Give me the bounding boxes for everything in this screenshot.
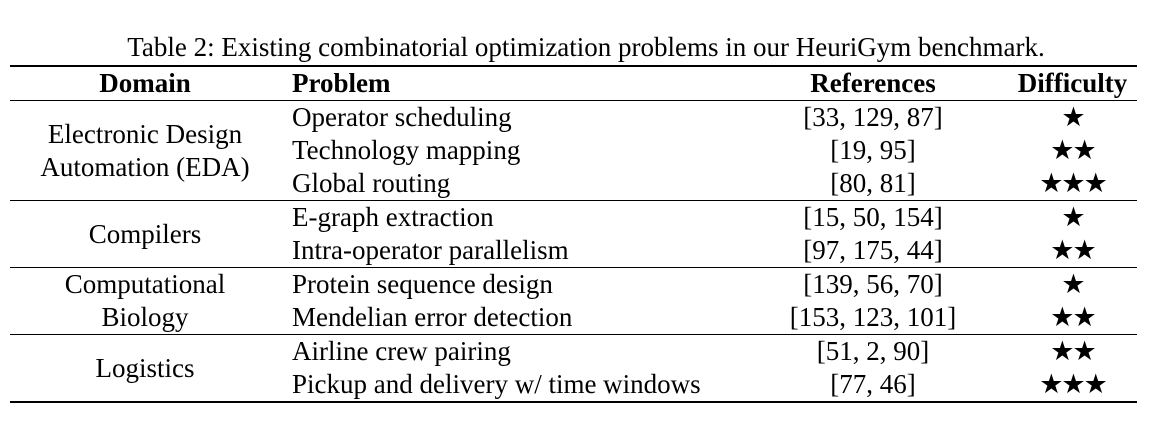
group-logistics <box>10 335 1137 403</box>
difficulty-stars: ★ <box>1061 102 1084 133</box>
references-cell: [153, 123, 101] <box>789 302 957 332</box>
difficulty-stars: ★★ <box>1050 302 1095 333</box>
references-cell: [77, 46] <box>830 369 916 399</box>
domain-line: Biology <box>101 302 189 332</box>
header-references: References <box>810 68 936 98</box>
domain-cell <box>10 268 280 335</box>
references-cell: [139, 56, 70] <box>803 269 943 299</box>
difficulty-stars: ★ <box>1061 202 1084 233</box>
header-difficulty: Difficulty <box>1017 68 1128 98</box>
difficulty-stars: ★★ <box>1050 336 1095 367</box>
table-caption: Table 2: Existing combinatorial optimization problems in our HeuriGym benchmark. <box>127 32 1045 62</box>
group-compilers <box>10 201 1137 268</box>
difficulty-stars: ★ <box>1061 269 1084 300</box>
header-domain: Domain <box>99 68 191 98</box>
domain-line: Compilers <box>88 218 202 249</box>
domain-cell <box>10 201 280 268</box>
problem-cell: Global routing <box>292 168 451 198</box>
problem-cell: Protein sequence design <box>292 269 553 299</box>
problem-cell: Technology mapping <box>292 135 521 165</box>
problem-cell: Intra-operator parallelism <box>292 235 569 265</box>
references-cell: [80, 81] <box>830 168 916 198</box>
group-eda <box>10 101 1137 201</box>
table-row <box>10 268 1137 302</box>
header-row <box>10 66 1137 101</box>
table-row <box>10 335 1137 369</box>
group-computational-biology <box>10 268 1137 335</box>
difficulty-stars: ★★★ <box>1039 369 1106 400</box>
problem-cell: Operator scheduling <box>292 102 512 132</box>
table-row <box>10 101 1137 135</box>
domain-line: Logistics <box>95 352 195 383</box>
domain-line: Automation (EDA) <box>40 151 250 182</box>
references-cell: [15, 50, 154] <box>803 202 943 232</box>
problem-cell: E-graph extraction <box>292 202 494 232</box>
problem-cell: Pickup and delivery w/ time windows <box>292 369 701 399</box>
domain-cell <box>10 335 280 403</box>
difficulty-stars: ★★★ <box>1039 168 1106 199</box>
difficulty-stars: ★★ <box>1050 235 1095 266</box>
table-row <box>10 201 1137 235</box>
problem-cell: Airline crew pairing <box>292 336 511 366</box>
difficulty-stars: ★★ <box>1050 135 1095 166</box>
references-cell: [19, 95] <box>830 135 916 165</box>
domain-line: Computational <box>64 269 226 299</box>
problem-cell: Mendelian error detection <box>292 302 573 332</box>
domain-line: Electronic Design <box>47 118 243 149</box>
benchmark-table <box>10 65 1137 403</box>
header-problem: Problem <box>292 68 391 98</box>
references-cell: [33, 129, 87] <box>803 102 943 132</box>
references-cell: [51, 2, 90] <box>816 336 930 366</box>
references-cell: [97, 175, 44] <box>803 235 943 265</box>
domain-cell <box>10 101 280 201</box>
